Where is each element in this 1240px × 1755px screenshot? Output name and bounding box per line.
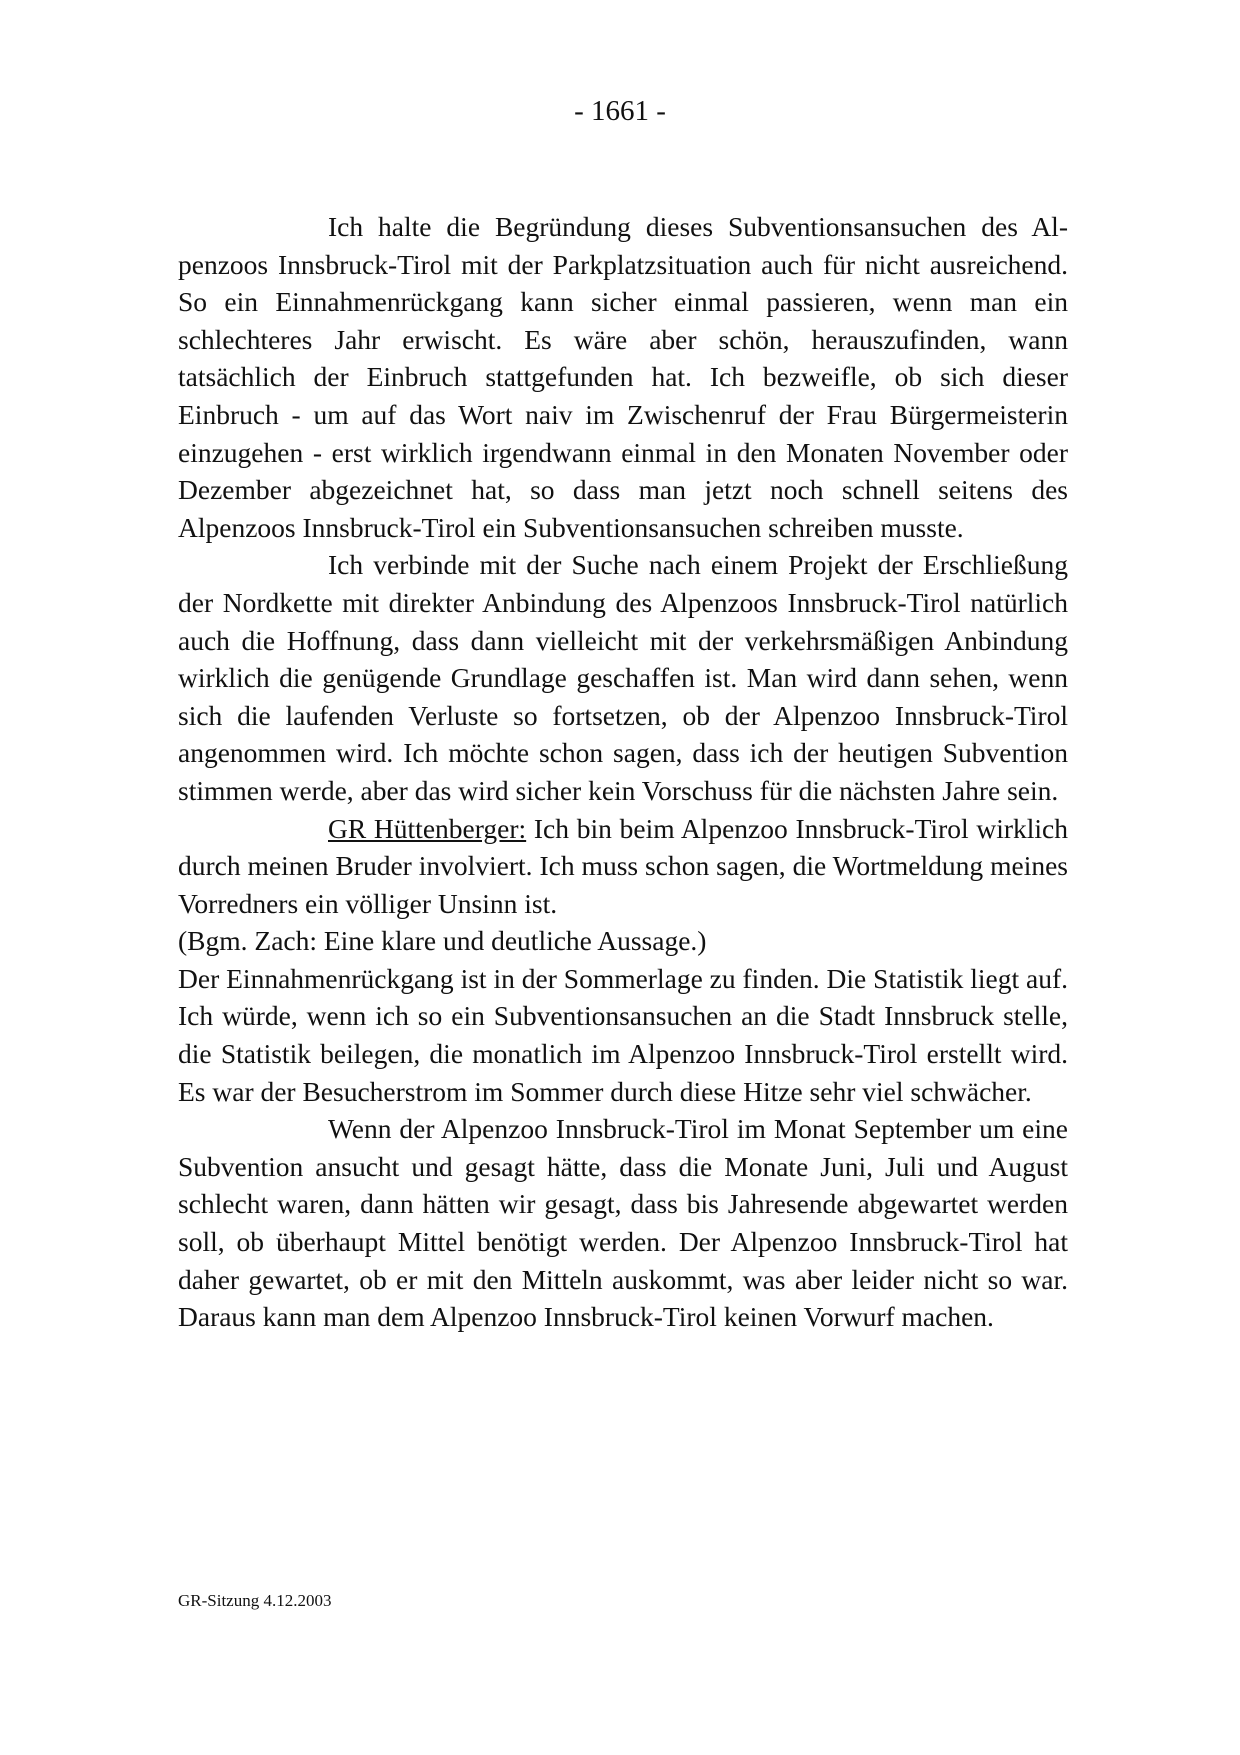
footer-session-date: GR-Sitzung 4.12.2003 <box>178 1591 332 1610</box>
paragraph-subsidy-reasoning: Ich halte die Begründung dieses Subventionsansuchen des Alpenzoos Innsbruck-Tirol mit der Parkplatzsituation auch für nicht ausreichend. So ein Einnahmenrückgang kann sicher einmal passieren, wenn man ein schlechteres Jahr erwischt. Es wäre aber schön, herauszufinden, wann tatsächlich der Einbruch stattgefunden hat. Ich bezweifle, ob sich dieser Einbruch - um auf das Wort naiv im Zwischenruf der Frau Bürgermeisterin einzugehen - erst wirklich irgendwann einmal in den Monaten November oder Dezember abgezeichnet hat, so dass man jetzt noch schnell seitens des Alpenzoos Innsbruck-Tirol ein Subventionsansuchen schreiben musste. <box>178 211 1068 543</box>
paragraph-statistics: Der Einnahmenrückgang ist in der Sommerlage zu finden. Die Statistik liegt auf. Ich würde, wenn ich so ein Subventionsansuchen an die Stadt Innsbruck stelle, die Statistik beilegen, die monatlich im Alpenzoo Innsbruck-Tirol erstellt wird. Es war der Besucherstrom im Sommer durch diese Hitze sehr viel schwächer. <box>178 962 1068 1107</box>
paragraph-speaker-statement <box>178 810 1068 923</box>
paragraph-september-request: Wenn der Alpenzoo Innsbruck-Tirol im Monat September um eine Subvention ansucht und gesagt hätte, dass die Monate Juni, Juli und August schlecht waren, dann hätten wir gesagt, dass bis Jahresende abgewartet werden soll, ob überhaupt Mittel benötigt werden. Der Alpenzoo Innsbruck-Tirol hat daher gewartet, ob er mit den Mitteln auskommt, was aber leider nicht so war. Daraus kann man dem Alpenzoo Innsbruck-Tirol keinen Vorwurf machen. <box>178 1113 1068 1333</box>
interjection: (Bgm. Zach: Eine klare und deutliche Aussage.) <box>178 925 707 957</box>
speaker-statement-text: Ich bin beim Alpenzoo Innsbruck-Tirol wirklich durch meinen Bruder involviert. Ich muss schon sagen, die Wortmeldung meines Vorredners ein völliger Unsinn ist. <box>178 812 1068 919</box>
speaker-name: GR Hüttenberger: <box>328 812 527 844</box>
document-body <box>178 208 1068 1336</box>
paragraph-nordkette-project: Ich verbinde mit der Suche nach einem Projekt der Erschließung der Nordkette mit direkter Anbindung des Alpenzoos Innsbruck-Tirol natürlich auch die Hoffnung, dass dann vielleicht mit der verkehrsmäßigen Anbindung wirklich die genügende Grundlage geschaffen ist. Man wird dann sehen, wenn sich die laufenden Verluste so fortsetzen, ob der Alpenzoo Innsbruck-Tirol angenommen wird. Ich möchte schon sagen, dass ich der heutigen Subvention stimmen werde, aber das wird sicher kein Vorschuss für die nächsten Jahre sein. <box>178 549 1068 806</box>
page-number: - 1661 - <box>574 95 666 127</box>
